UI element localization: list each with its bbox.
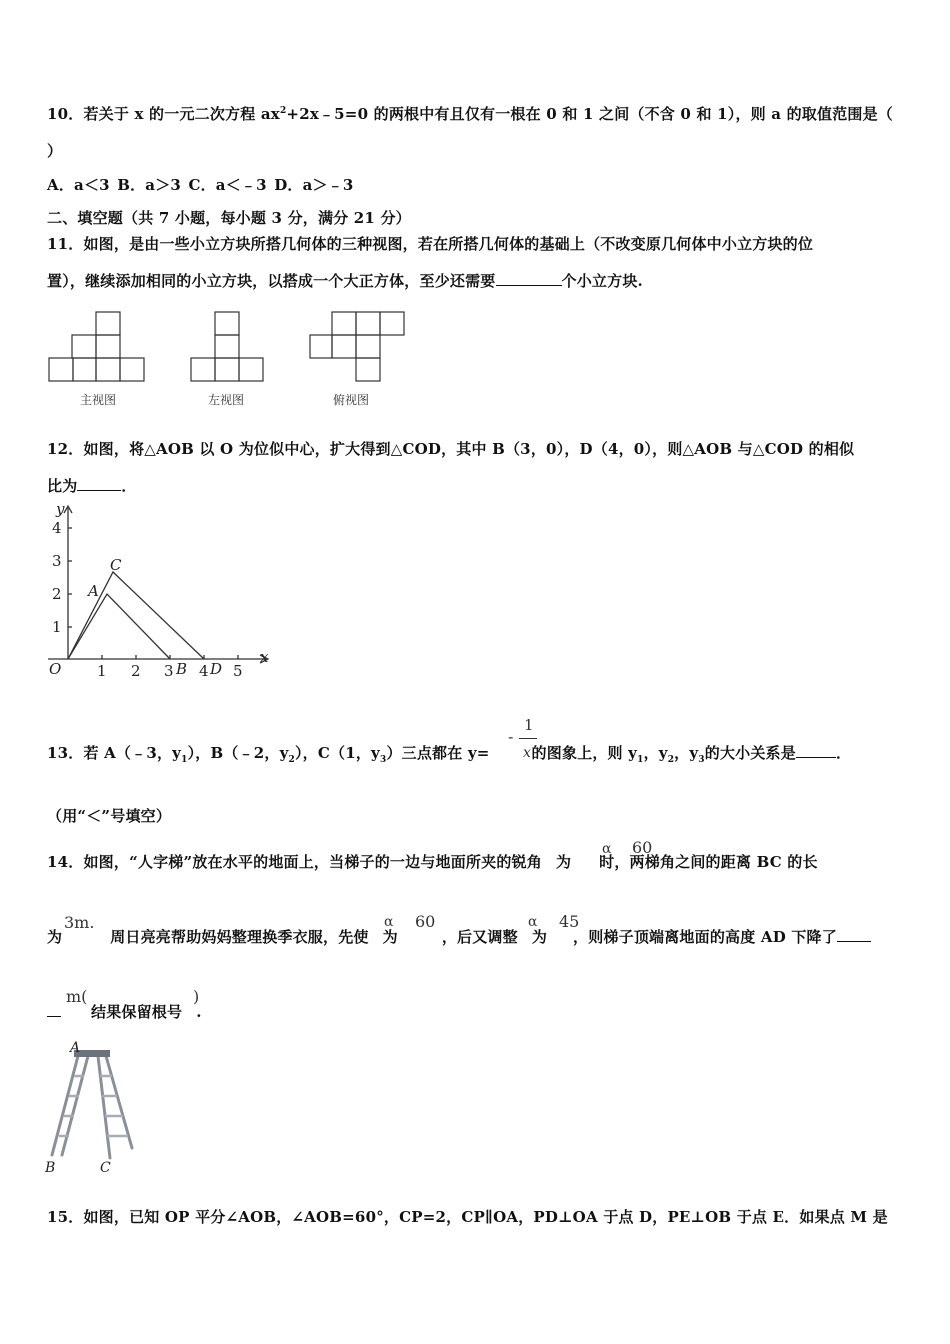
point-label-b: B	[45, 1160, 56, 1176]
xtick-2: 2	[131, 662, 141, 680]
q12-line1: 12．如图，将△AOB 以 O 为位似中心，扩大得到△COD，其中 B（3，0），D（4，0），则△AOB 与△COD 的相似	[47, 440, 855, 458]
ytick-3: 3	[52, 552, 62, 570]
point-label-o: O	[49, 660, 62, 678]
q13-hint: （用“＜”号填空）	[47, 807, 172, 825]
alpha-symbol: α	[528, 914, 538, 930]
xtick-4: 4	[199, 662, 209, 680]
alpha-symbol: α	[602, 841, 612, 857]
answer-blank[interactable]	[796, 743, 836, 758]
point-label-b: B	[176, 660, 188, 678]
triangle-aob	[68, 594, 170, 659]
q14-line3: 结果保留根号 .	[47, 1001, 202, 1022]
section-title: 二、填空题（共 7 小题，每小题 3 分，满分 21 分）	[47, 209, 411, 227]
q10-line2: ）	[47, 142, 63, 160]
point-label-a: A	[70, 1040, 81, 1056]
q15-line1: 15．如图，已知 OP 平分∠AOB，∠AOB=60°，CP=2，CP∥OA，PD⊥OA 于点 D，PE⊥OB 于点 E．如果点 M 是	[47, 1208, 888, 1226]
label-top-view: 俯视图	[333, 393, 370, 407]
ytick-4: 4	[52, 519, 62, 537]
unit-m-paren: m(	[66, 987, 88, 1006]
ytick-2: 2	[52, 585, 62, 603]
q11-line1: 11．如图，是由一些小立方块所搭几何体的三种视图，若在所搭几何体的基础上（不改变原几何体中小立方块的位	[47, 235, 814, 253]
axis-label-y: y	[56, 500, 65, 518]
close-paren: )	[193, 987, 200, 1006]
point-label-c: C	[110, 556, 122, 574]
answer-blank[interactable]	[47, 1002, 61, 1017]
ytick-1: 1	[52, 618, 62, 636]
angle-45: 45	[559, 912, 580, 931]
angle-60: 60	[415, 912, 436, 931]
alpha-symbol: α	[384, 914, 394, 930]
xtick-5: 5	[233, 662, 243, 680]
q12-line2: 比为 ．	[47, 477, 137, 495]
q14-line2: 为 周日亮亮帮助妈妈整理换季衣服，先使 为 ，后又调整 为 ，则梯子顶端离地面的高度 AD 下降了	[47, 926, 871, 947]
xtick-3: 3	[164, 662, 174, 680]
fraction-bar	[519, 738, 537, 739]
point-label-a: A	[88, 582, 99, 600]
answer-blank[interactable]	[837, 927, 871, 942]
fraction-denominator: x	[523, 745, 531, 761]
q11-line2: 置），继续添加相同的小立方块，以搭成一个大正方体，至少还需要 个小立方块.	[47, 272, 643, 290]
answer-blank[interactable]	[77, 476, 121, 491]
q10-line1: 10．若关于 x 的一元二次方程 $ax^2+2x﹣5=0$ 的两根中有且仅有一根在 0 和 1 之间（不含 0 和 1），则 a 的取值范围是（	[47, 105, 894, 123]
q13-line1: 13．若 A（﹣3，$y_1$），B（﹣2，$y_2$），C（1，$y_3$）三点都在 y= 的图象上，则 $y_1$，$y_2$，$y_3$的大小关系是 ．	[47, 744, 852, 765]
ladder-figure	[40, 1040, 150, 1180]
fraction-minus: -	[508, 728, 514, 746]
q14-line1: 14．如图，“人字梯”放在水平的地面上，当梯子的一边与地面所夹的锐角 为 时，两梯角之间的距离 BC 的长	[47, 853, 818, 871]
coordinate-figure	[40, 500, 280, 685]
point-label-c: C	[100, 1160, 111, 1176]
point-label-d: D	[210, 660, 223, 678]
label-main-view: 主视图	[80, 393, 117, 407]
answer-blank[interactable]	[496, 271, 562, 286]
xtick-1: 1	[97, 662, 107, 680]
q10-options: A．a＜3 B．a＞3 C．a＜﹣3 D．a＞﹣3	[47, 176, 354, 194]
axis-label-x: x	[260, 648, 269, 666]
length-3m: 3m.	[64, 913, 95, 932]
label-left-view: 左视图	[208, 393, 245, 407]
fraction-numerator: 1	[524, 716, 534, 734]
angle-60: 60	[632, 838, 653, 857]
